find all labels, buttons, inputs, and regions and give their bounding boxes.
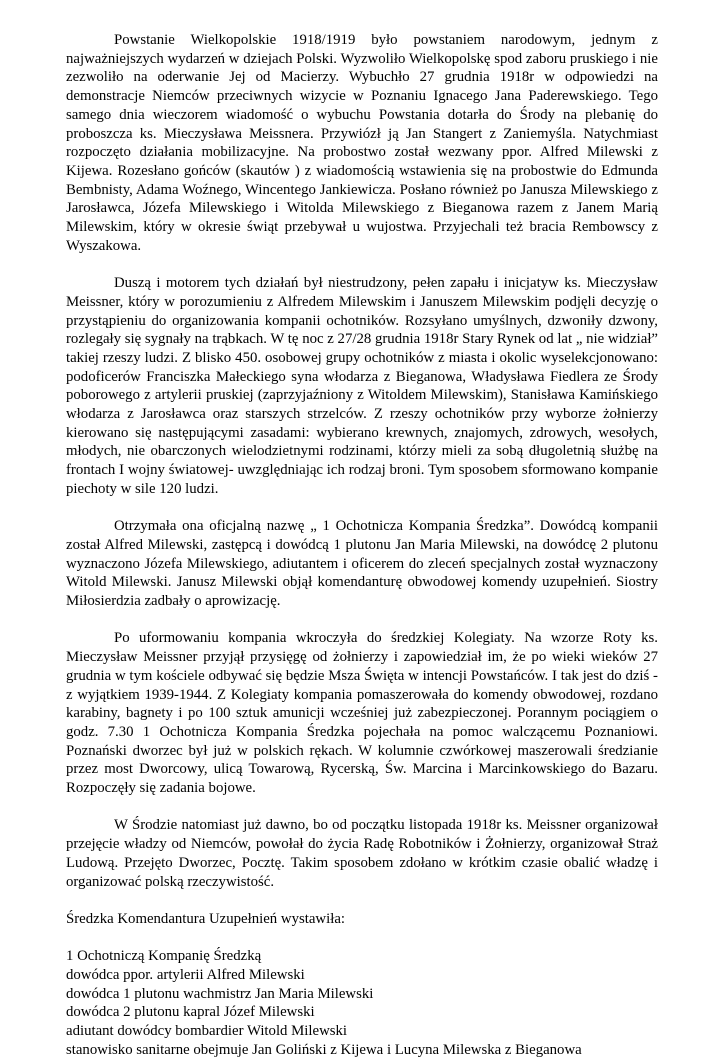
list-item: dowódca ppor. artylerii Alfred Milewski	[66, 967, 305, 984]
paragraph-oath-and-march: Po uformowaniu kompania wkroczyła do średzkiej Kolegiaty. Na wzorze Roty ks. Mieczysław Meissner przyjął przysięgę od żołnierzy i zapowiedział im, że po wieki wieków 27 grudnia w tym kościele odbywać się będzie Msza Święta w intencji Powstańców. I tak jest do dziś - z wyjątkiem 1939-1944. Z Kolegiaty kompania pomaszerowała do komendy obwodowej, rozdano karabiny, bagnety i po 100 sztuk amunicji wcześniej już zabezpieczonej. Porannym pociągiem o godz. 7.30 1 Ochotnicza Kompania Średzka pojechała na pomoc walczącemu Poznaniowi. Poznański dworzec był już w polskich rękach. W kolumnie czwórkowej maszerowali średzianie przez most Dworcowy, ulicą Towarową, Rycerską, Św. Marcina i Marcinkowskiego do Bazaru. Rozpoczęły się zadania bojowe.	[66, 630, 658, 797]
paragraph-sroda-takeover: W Środzie natomiast już dawno, bo od początku listopada 1918r ks. Meissner organizował przejęcie władzy od Niemców, powołał do życia Radę Robotników i Żołnierzy, organizował Straż Ludową. Przejęto Dworzec, Pocztę. Takim sposobem zdołano w krótkim czasie obalić władzę i organizować polską rzeczywistość.	[66, 817, 658, 890]
paragraph-company-name: Otrzymała ona oficjalną nazwę „ 1 Ochotnicza Kompania Średzka”. Dowódcą kompanii został Alfred Milewski, zastępcą i dowódcą 1 plutonu Jan Maria Milewski, na dowódcę 2 plutonu wyznaczono Józefa Milewskiego, adiutantem i oficerem do zleceń specjalnych został wyznaczony Witold Milewski. Janusz Milewski objął komendanturę obwodowej komendy uzupełnień. Siostry Miłosierdzia zadbały o aprowizację.	[66, 518, 658, 610]
list-item: dowódca 2 plutonu kapral Józef Milewski	[66, 1004, 315, 1021]
list-item: adiutant dowódcy bombardier Witold Milewski	[66, 1023, 348, 1040]
list-item: 1 Ochotniczą Kompanię Średzką	[66, 948, 262, 965]
paragraph-meissner-organization: Duszą i motorem tych działań był niestrudzony, pełen zapału i inicjatyw ks. Mieczysław Meissner, który w porozumieniu z Alfredem Milewskim i Januszem Milewskim podjęli decyzję o przystąpieniu do organizowania kompanii ochotników. Rozsyłano umyślnych, dzwoniły dzwony, rozlegały się sygnały na trąbkach. W tę noc z 27/28 grudnia 1918r Stary Rynek od lat „ nie widział” takiej rzeszy ludzi. Z blisko 450. osobowej grupy ochotników z miasta i okolic wyselekcjonowano: podoficerów Franciszka Małeckiego syna włodarza z Bieganowa, Władysława Fiedlera ze Środy poborowego z artylerii pruskiej (zaprzyjaźniony z Witoldem Milewskim), Stanisława Kamińskiego włodarza z Jarosławca oraz starszych strzelców. Z rzeszy ochotników przy wyborze żołnierzy kierowano się następującymi zasadami: wybierano krewnych, znajomych, zdrowych, wesołych, młodych, nie obarczonych wielodzietnymi rodzinami, którzy mieli za sobą długoletnią służbę na frontach I wojny światowej- uwzględniając ich rodzaj broni. Tym sposobem sformowano kompanie piechoty w sile 120 ludzi.	[66, 275, 658, 497]
company-roster-list	[66, 947, 658, 1059]
commandant-intro-line: Średzka Komendantura Uzupełnień wystawiła:	[66, 910, 345, 927]
list-item: dowódca 1 plutonu wachmistrz Jan Maria Milewski	[66, 985, 374, 1002]
list-item: stanowisko sanitarne obejmuje Jan Goliński z Kijewa i Lucyna Milewska z Bieganowa	[66, 1041, 582, 1058]
paragraph-uprising-intro: Powstanie Wielkopolskie 1918/1919 było powstaniem narodowym, jednym z najważniejszych wydarzeń w dziejach Polski. Wyzwoliło Wielkopolskę spod zaboru pruskiego i nie zezwoliło na oderwanie Jej od Macierzy. Wybuchło 27 grudnia 1918r w odpowiedzi na demonstracje Niemców przeciwnych wizycie w Poznaniu Ignacego Jana Paderewskiego. Tego samego dnia wieczorem wiadomość o wybuchu Powstania dotarła do Środy na plebanię do proboszcza ks. Mieczysława Meissnera. Przywiózł ją Jan Stangert z Zaniemyśla. Natychmiast rozpoczęto działania mobilizacyjne. Na probostwo został wezwany ppor. Alfred Milewski z Kijewa. Rozesłano gońców (skautów ) z wiadomością wstawienia się na probostwie do Edmunda Bembnisty, Adama Woźnego, Wincentego Jankiewicza. Posłano również po Janusza Milewskiego z Jarosławca, Józefa Milewskiego i Witolda Milewskiego z Bieganowa razem z Janem Marią Milewskim, który w okresie świąt przebywał u wujostwa. Przyjechali też bracia Rembowscy z Wyszakowa.	[66, 32, 658, 254]
